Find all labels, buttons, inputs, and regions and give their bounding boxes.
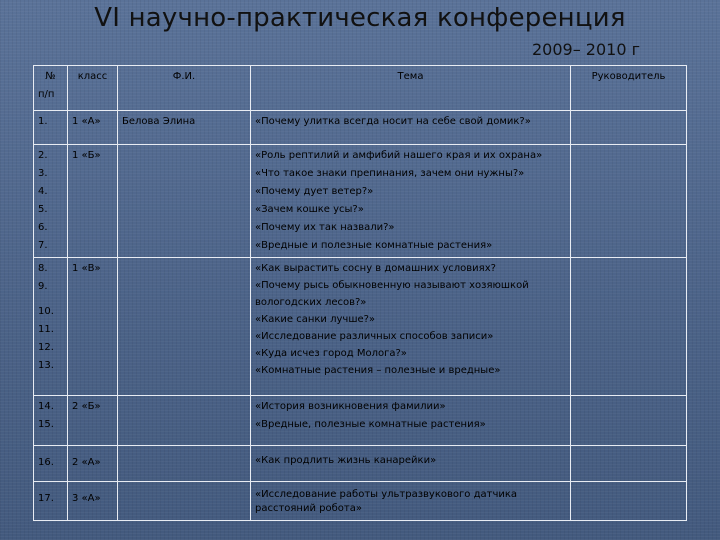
row-number-cell: 8. 9. 10. 11. 12. 13. — [34, 258, 68, 396]
row-leader-cell — [571, 446, 687, 482]
table-row — [34, 145, 687, 258]
table-row — [34, 482, 687, 521]
row-class-cell: 1 «В» — [68, 258, 118, 396]
row-topic-cell: «Исследование работы ультразвукового датчика расстояний робота» — [251, 482, 571, 521]
row-fio-cell — [118, 446, 251, 482]
row-fio-cell — [118, 258, 251, 396]
participants-table — [33, 65, 687, 521]
row-class-cell: 2 «Б» — [68, 396, 118, 446]
header-fio: Ф.И. — [118, 66, 251, 111]
table-header-row — [34, 66, 687, 111]
row-class-cell: 1 «А» — [68, 111, 118, 145]
header-class: класс — [68, 66, 118, 111]
row-topic-cell: «Почему улитка всегда носит на себе свой домик?» — [251, 111, 571, 145]
table-row — [34, 396, 687, 446]
row-fio-cell — [118, 396, 251, 446]
row-leader-cell — [571, 396, 687, 446]
row-class-cell: 1 «Б» — [68, 145, 118, 258]
years-label: 2009– 2010 г — [531, 40, 640, 59]
table-row — [34, 258, 687, 396]
row-number-cell: 14. 15. — [34, 396, 68, 446]
header-number-line1: № — [45, 71, 56, 82]
row-topic-cell: «Как продлить жизнь канарейки» — [251, 446, 571, 482]
row-number-cell: 16. — [34, 446, 68, 482]
row-topic-cell: «Как вырастить сосну в домашних условиях? «Почему рысь обыкновенную называют хозяюшкой вологодских лесов?» «Какие санки лучше?» «Исследование различных способов записи» «Куда исчез город Молога?» «Комнатные растения – полезные и вредные» — [251, 258, 571, 396]
row-leader-cell — [571, 145, 687, 258]
row-number-cell: 2. 3. 4. 5. 6. 7. — [34, 145, 68, 258]
row-class-cell: 2 «А» — [68, 446, 118, 482]
row-number-cell: 17. — [34, 482, 68, 521]
header-topic: Тема — [251, 66, 571, 111]
table-row — [34, 111, 687, 145]
row-fio-cell: Белова Элина — [118, 111, 251, 145]
row-leader-cell — [571, 258, 687, 396]
header-number — [34, 66, 68, 111]
row-topic-cell: «История возникновения фамилии» «Вредные, полезные комнатные растения» — [251, 396, 571, 446]
table-row — [34, 446, 687, 482]
row-leader-cell — [571, 111, 687, 145]
row-fio-cell — [118, 482, 251, 521]
page-title: VI научно-практическая конференция — [94, 3, 626, 33]
row-fio-cell — [118, 145, 251, 258]
row-class-cell: 3 «А» — [68, 482, 118, 521]
row-number-cell: 1. — [34, 111, 68, 145]
participants-table-wrapper — [33, 65, 686, 521]
header-number-line2: п/п — [38, 89, 55, 100]
header-leader: Руководитель — [571, 66, 687, 111]
row-topic-cell: «Роль рептилий и амфибий нашего края и их охрана» «Что такое знаки препинания, зачем они нужны?» «Почему дует ветер?» «Зачем кошке усы?» «Почему их так назвали?» «Вредные и полезные комнатные растения» — [251, 145, 571, 258]
row-leader-cell — [571, 482, 687, 521]
